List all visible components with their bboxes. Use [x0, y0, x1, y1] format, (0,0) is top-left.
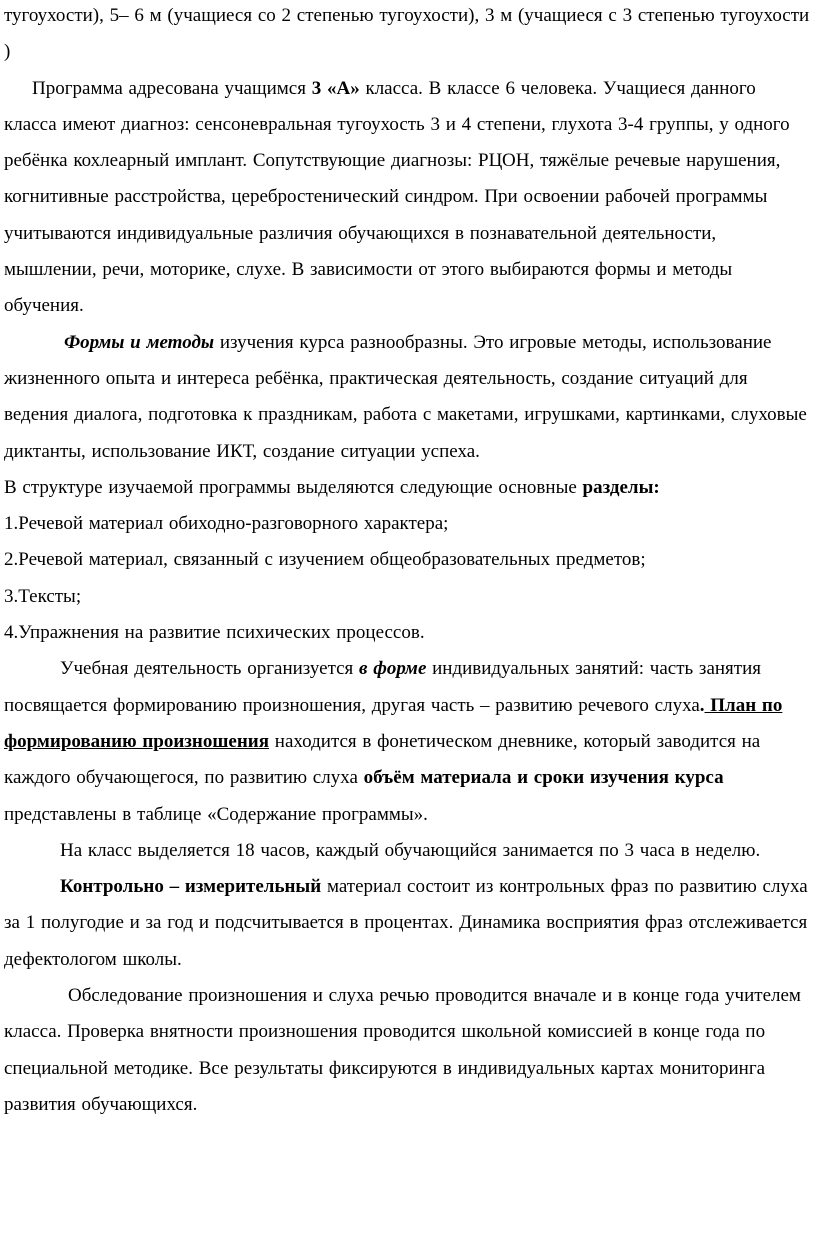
activity-text-b: индивидуальных занятий: часть занятия посвящается формированию произношения, другая часть – развитию речевого слуха	[4, 658, 761, 716]
volume-terms-label: объём материала и сроки изучения курса	[363, 767, 724, 789]
list-item: 2.Речевой материал, связанный с изучением общеобразовательных предметов;	[4, 549, 646, 571]
list-item: 3.Тексты;	[4, 585, 82, 607]
control-material-text: материал состоит из контрольных фраз по развитию слуха за 1 полугодие и за год и подсчитывается в процентах. Динамика восприятия фраз отслеживается дефектологом школы.	[4, 876, 808, 970]
forms-methods-text: изучения курса разнообразны. Это игровые методы, использование жизненного опыта и интереса ребёнка, практическая деятельность, создание ситуаций для ведения диалога, подготовка к праздникам, работа с макетами, игрушками, картинками, слуховые диктанты, использование ИКТ, создание ситуации успеха.	[4, 331, 807, 462]
paragraph-control-material	[4, 869, 810, 978]
pronunciation-plan-label: План по формированию произношения	[4, 694, 783, 752]
activity-text-a: Учебная деятельность организуется	[60, 658, 360, 680]
paragraph-examination: Обследование произношения и слуха речью проводится вначале и в конце года учителем класса. Проверка внятности произношения проводится школьной комиссией в конце года по специальной методике. Все результаты фиксируются в индивидуальных картах мониторинга развития обучающихся.	[4, 985, 801, 1115]
activity-text-c: находится в фонетическом дневнике, который заводится на каждого обучающегося, по развитию слуха	[4, 730, 761, 789]
activity-form-emphasis: в форме	[359, 658, 427, 680]
list-item: 4.Упражнения на развитие психических процессов.	[4, 622, 425, 644]
class-name: 3 «А»	[311, 77, 360, 99]
activity-text-d: представлены в таблице «Содержание программы».	[4, 803, 428, 825]
control-material-label: Контрольно – измерительный	[60, 876, 322, 898]
paragraph-class-description	[4, 71, 810, 325]
sections-label: разделы:	[582, 476, 660, 498]
paragraph-hours: На класс выделяется 18 часов, каждый обучающийся занимается по 3 часа в неделю.	[60, 839, 761, 861]
paragraph-hearing-distances: тугоухости), 5– 6 м (учащиеся со 2 степенью тугоухости), 3 м (учащиеся с 3 степенью тугоухости )	[4, 5, 810, 63]
forms-methods-heading: Формы и методы	[64, 331, 215, 353]
class-intro-text: Программа адресована учащимся	[32, 77, 312, 99]
activity-dot: .	[699, 694, 705, 716]
paragraph-forms-methods	[4, 325, 810, 470]
sections-intro-text: В структуре изучаемой программы выделяются следующие основные	[4, 476, 583, 498]
paragraph-learning-activity	[4, 651, 810, 832]
class-details-text: класса. В классе 6 человека. Учащиеся данного класса имеют диагноз: сенсоневральная тугоухость 3 и 4 степени, глухота 3-4 группы, у одного ребёнка кохлеарный имплант. Сопутствующие диагнозы: РЦОН, тяжёлые речевые нарушения, когнитивные расстройства, церебростенический синдром. При освоении рабочей программы учитываются индивидуальные различия обучающихся в познавательной деятельности, мышлении, речи, моторике, слухе. В зависимости от этого выбираются формы и методы обучения.	[4, 77, 790, 317]
list-item: 1.Речевой материал обиходно-разговорного характера;	[4, 513, 449, 535]
paragraph-sections-intro	[4, 470, 810, 506]
